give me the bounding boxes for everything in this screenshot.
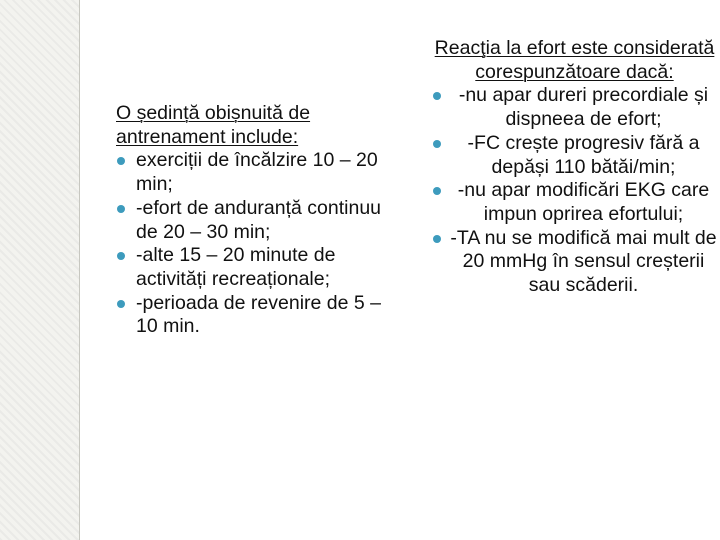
bullet-dot-icon <box>433 187 441 195</box>
bullet-dot-icon <box>117 300 125 308</box>
bullet-dot-icon <box>117 157 125 165</box>
list-item <box>432 179 717 226</box>
bullet-dot-icon <box>433 235 441 243</box>
list-item <box>116 149 406 196</box>
list-item-text: -nu apar dureri precordiale și dispneea de efort; <box>458 84 709 131</box>
right-heading: Reacţia la efort este considerată corespunzătoare dacă: <box>434 37 715 83</box>
list-item-text: -alte 15 – 20 minute de activități recreaționale; <box>136 244 336 290</box>
decorative-left-band <box>0 0 80 540</box>
bullet-dot-icon <box>117 205 125 213</box>
list-item <box>116 244 406 291</box>
list-item <box>432 227 717 298</box>
left-heading: O ședință obișnuită de antrenament include: <box>116 102 311 148</box>
list-item-text: -perioada de revenire de 5 – 10 min. <box>136 291 381 338</box>
list-item-text: -nu apar modificări EKG care impun oprirea efortului; <box>457 179 710 225</box>
list-item <box>116 292 406 339</box>
bullet-dot-icon <box>433 140 441 148</box>
bullet-dot-icon <box>117 252 125 260</box>
list-item <box>116 197 406 244</box>
list-item <box>432 132 717 179</box>
right-column <box>432 37 717 298</box>
right-bullet-list <box>432 84 717 297</box>
list-item-text: exerciții de încălzire 10 – 20 min; <box>136 149 378 196</box>
list-item-text: -efort de anduranță continuu de 20 – 30 min; <box>136 196 382 243</box>
left-bullet-list <box>116 149 406 339</box>
left-column <box>116 102 406 339</box>
bullet-dot-icon <box>433 92 441 100</box>
list-item-text: -FC crește progresiv fără a depăși 110 bătăi/min; <box>467 131 700 178</box>
list-item <box>432 84 717 131</box>
list-item-text: -TA nu se modifică mai mult de 20 mmHg în sensul creșterii sau scăderii. <box>450 226 717 297</box>
